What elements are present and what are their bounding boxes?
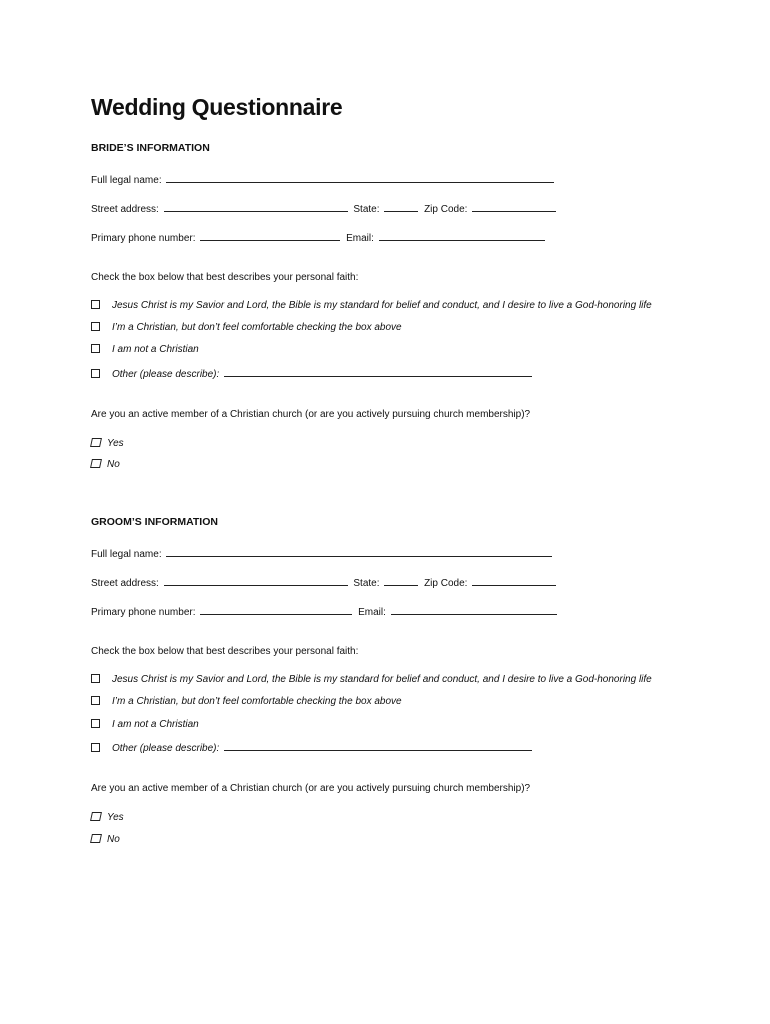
checkbox-icon[interactable] (90, 438, 102, 447)
bride-street-field[interactable] (164, 201, 348, 212)
checkbox-icon[interactable] (90, 834, 102, 843)
checkbox-icon[interactable] (91, 300, 100, 309)
bride-full-name-label: Full legal name: (91, 175, 162, 186)
bride-faith-option[interactable]: I am not a Christian (91, 344, 199, 355)
checkbox-icon[interactable] (91, 674, 100, 683)
checkbox-icon[interactable] (91, 369, 100, 378)
bride-contact-row (91, 230, 548, 244)
groom-other-field[interactable] (224, 740, 532, 751)
groom-state-label: State: (353, 578, 380, 589)
bride-full-name-field[interactable] (166, 172, 554, 183)
groom-zip-label: Zip Code: (424, 578, 468, 589)
bride-church-question: Are you an active member of a Christian church (or are you actively pursuing church membership)? (91, 409, 531, 420)
bride-section-heading: BRIDE’S INFORMATION (91, 142, 210, 154)
bride-faith-option[interactable]: Jesus Christ is my Savior and Lord, the Bible is my standard for belief and conduct, and I desire to live a God-honoring life (91, 300, 652, 311)
groom-state-field[interactable] (384, 575, 418, 586)
groom-phone-field[interactable] (200, 604, 352, 615)
groom-church-question: Are you an active member of a Christian church (or are you actively pursuing church membership)? (91, 783, 531, 794)
bride-street-label: Street address: (91, 204, 159, 215)
bride-faith-prompt: Check the box below that best describes your personal faith: (91, 272, 359, 283)
groom-zip-field[interactable] (472, 575, 556, 586)
groom-phone-label: Primary phone number: (91, 607, 196, 618)
groom-full-name-row (91, 546, 555, 560)
bride-address-row (91, 201, 559, 215)
groom-section-heading: GROOM’S INFORMATION (91, 516, 218, 528)
checkbox-icon[interactable] (91, 322, 100, 331)
groom-street-label: Street address: (91, 578, 159, 589)
groom-church-yes-option[interactable]: Yes (91, 812, 124, 823)
groom-street-field[interactable] (164, 575, 348, 586)
checkbox-icon[interactable] (91, 719, 100, 728)
bride-zip-field[interactable] (472, 201, 556, 212)
page-title: Wedding Questionnaire (91, 94, 343, 120)
bride-email-label: Email: (346, 233, 374, 244)
checkbox-icon[interactable] (91, 743, 100, 752)
bride-faith-option[interactable]: I’m a Christian, but don’t feel comfortable checking the box above (91, 322, 402, 333)
groom-address-row (91, 575, 559, 589)
groom-church-no-option[interactable]: No (91, 834, 120, 845)
bride-other-field[interactable] (224, 366, 532, 377)
bride-church-no-option[interactable]: No (91, 459, 120, 470)
groom-email-label: Email: (358, 607, 386, 618)
bride-church-yes-option[interactable]: Yes (91, 438, 124, 449)
groom-faith-prompt: Check the box below that best describes your personal faith: (91, 646, 359, 657)
bride-state-field[interactable] (384, 201, 418, 212)
checkbox-icon[interactable] (90, 459, 102, 468)
groom-email-field[interactable] (391, 604, 557, 615)
groom-faith-option-other[interactable]: Other (please describe): (91, 740, 535, 754)
bride-zip-label: Zip Code: (424, 204, 468, 215)
checkbox-icon[interactable] (91, 344, 100, 353)
bride-state-label: State: (353, 204, 380, 215)
groom-full-name-field[interactable] (166, 546, 552, 557)
bride-phone-field[interactable] (200, 230, 340, 241)
groom-faith-option[interactable]: I’m a Christian, but don’t feel comfortable checking the box above (91, 696, 402, 707)
checkbox-icon[interactable] (91, 696, 100, 705)
groom-contact-row (91, 604, 560, 618)
bride-full-name-row (91, 172, 557, 186)
groom-full-name-label: Full legal name: (91, 549, 162, 560)
checkbox-icon[interactable] (90, 812, 102, 821)
bride-email-field[interactable] (379, 230, 545, 241)
bride-faith-option-other[interactable]: Other (please describe): (91, 366, 535, 380)
bride-phone-label: Primary phone number: (91, 233, 196, 244)
groom-faith-option[interactable]: I am not a Christian (91, 719, 199, 730)
groom-faith-option[interactable]: Jesus Christ is my Savior and Lord, the Bible is my standard for belief and conduct, and I desire to live a God-honoring life (91, 674, 652, 685)
